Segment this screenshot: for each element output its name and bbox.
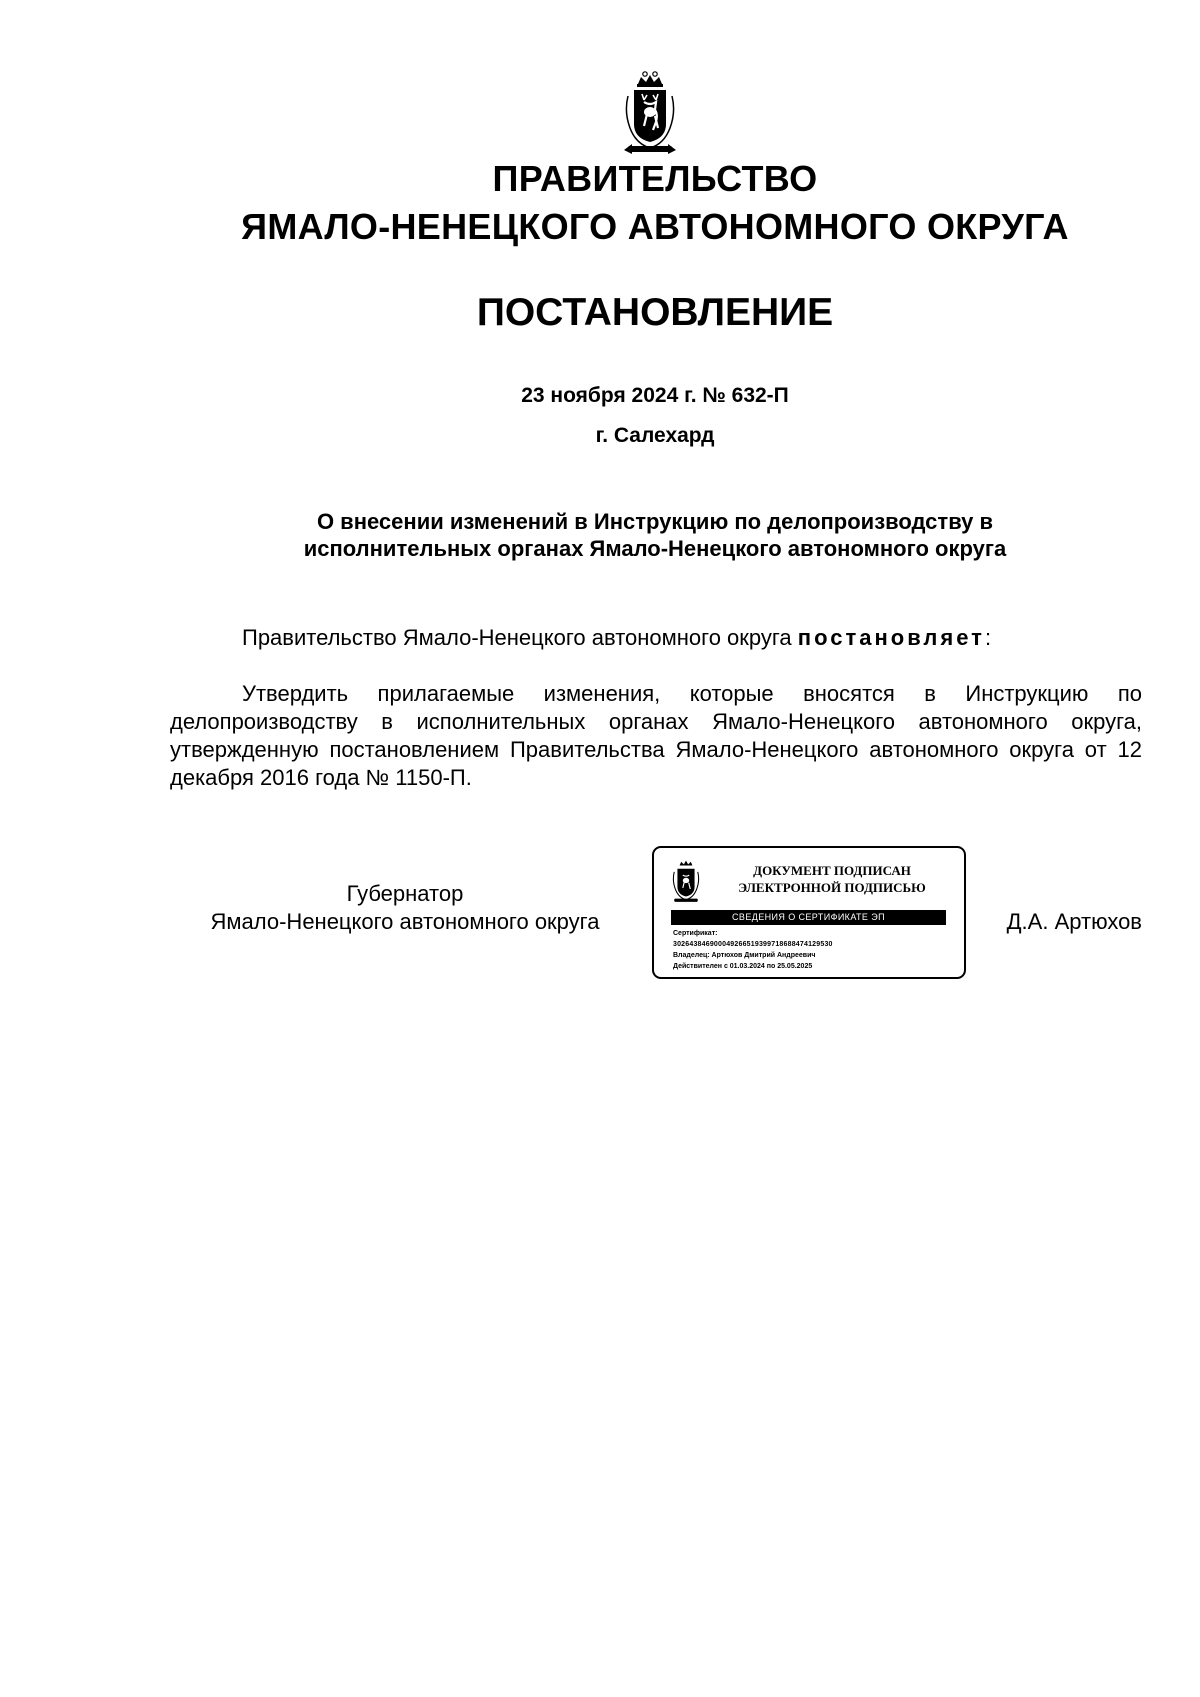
document-city: г. Салехард (595, 424, 715, 447)
document-subject (170, 508, 1140, 562)
stamp-certificate-serial: 302643846900049266519399718688474129530 (673, 941, 833, 948)
stamp-certificate-label: Сертификат: (673, 930, 718, 937)
government-title-line2: ЯМАЛО-НЕНЕЦКОГО АВТОНОМНОГО ОКРУГА (241, 206, 1069, 247)
preamble-text: Правительство Ямало-Ненецкого автономного округа (242, 625, 798, 650)
document-date-number: 23 ноября 2024 г. № 632-П (521, 384, 789, 407)
preamble-suffix: : (984, 625, 992, 650)
stamp-coat-of-arms-icon (671, 858, 701, 904)
yamal-coat-of-arms-icon (622, 70, 678, 156)
government-title (0, 155, 1200, 251)
document-type: ПОСТАНОВЛЕНИЕ (476, 291, 834, 334)
signatory-position (170, 880, 640, 936)
government-title-line1: ПРАВИТЕЛЬСТВО (492, 158, 818, 199)
stamp-title (712, 862, 952, 896)
preamble-paragraph (170, 624, 1142, 652)
stamp-validity: Действителен с 01.03.2024 по 25.05.2025 (673, 963, 813, 970)
body-paragraph: Утвердить прилагаемые изменения, которые вносятся в Инструкцию по делопроизводству в исполнительных органах Ямало-Ненецкого автономного округа, утвержденную постановлением Правительства Ямало-Ненецкого автономного округа от 12 декабря 2016 года № 1150-П. (170, 681, 1142, 790)
stamp-title-line1: ДОКУМЕНТ ПОДПИСАН (753, 863, 911, 878)
stamp-title-line2: ЭЛЕКТРОННОЙ ПОДПИСЬЮ (738, 880, 926, 895)
stamp-owner: Владелец: Артюхов Дмитрий Андреевич (673, 952, 816, 959)
signatory-position-line2: Ямало-Ненецкого автономного округа (210, 909, 600, 934)
signatory-position-line1: Губернатор (346, 881, 464, 906)
signatory-name: Д.А. Артюхов (1006, 909, 1142, 934)
preamble-emphasis: постановляет (797, 625, 985, 650)
stamp-certificate-info (673, 928, 953, 972)
subject-line1: О внесении изменений в Инструкцию по делопроизводству в (316, 509, 994, 534)
electronic-signature-stamp (652, 846, 966, 979)
subject-line2: исполнительных органах Ямало-Ненецкого автономного округа (303, 536, 1007, 561)
stamp-certificate-bar: СВЕДЕНИЯ О СЕРТИФИКАТЕ ЭП (671, 910, 946, 925)
